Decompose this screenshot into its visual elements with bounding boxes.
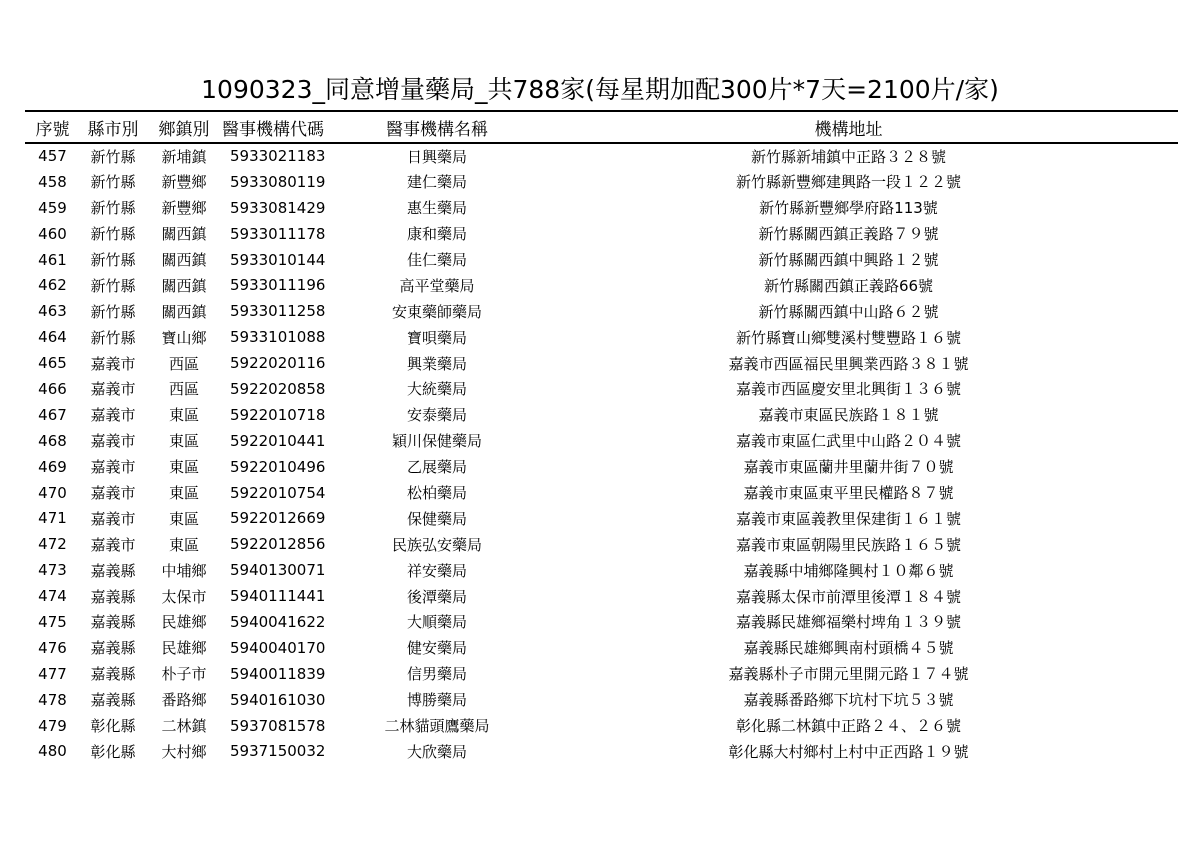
pharmacy-name-cell: 博勝藥局 — [406, 691, 467, 710]
table-body — [25, 143, 1178, 764]
address-cell: 嘉義縣朴子市開元里開元路１７４號 — [728, 665, 969, 684]
pharmacy-name-cell: 信男藥局 — [406, 665, 467, 684]
address-cell: 新竹縣新埔鎮中正路３２８號 — [750, 147, 946, 166]
seq-cell: 479 — [38, 716, 67, 735]
pharmacy-name-cell: 保健藥局 — [406, 509, 467, 528]
table-row — [25, 583, 1178, 609]
town-cell: 朴子市 — [161, 665, 207, 684]
address-cell: 嘉義市東區東平里民權路８７號 — [743, 484, 954, 503]
address-cell: 新竹縣關西鎮中興路１２號 — [758, 251, 939, 269]
town-cell: 關西鎮 — [161, 225, 207, 244]
pharmacy-name-cell: 康和藥局 — [406, 225, 467, 244]
code-cell: 5922010496 — [230, 457, 326, 476]
town-cell: 二林鎮 — [161, 717, 207, 736]
address-cell: 嘉義市西區慶安里北興街１３６號 — [735, 380, 961, 399]
code-cell: 5933080119 — [230, 172, 326, 191]
town-cell: 東區 — [168, 458, 199, 477]
seq-cell: 473 — [38, 561, 67, 580]
county-cell: 彰化縣 — [90, 717, 136, 736]
seq-cell: 464 — [38, 328, 67, 347]
county-cell: 彰化縣 — [90, 742, 136, 761]
code-cell: 5922020858 — [230, 379, 326, 398]
county-cell: 新竹縣 — [90, 147, 136, 166]
address-cell: 新竹縣寶山鄉雙溪村雙豐路１６號 — [735, 328, 961, 347]
pharmacy-name-cell: 松柏藥局 — [406, 484, 467, 503]
table-row — [25, 247, 1178, 273]
address-cell: 嘉義市東區蘭井里蘭井街７０號 — [743, 458, 954, 477]
address-cell: 彰化縣大村鄉村上村中正西路１９號 — [728, 742, 969, 761]
county-cell: 新竹縣 — [90, 225, 136, 244]
pharmacy-name-cell: 惠生藥局 — [406, 199, 467, 218]
address-cell: 嘉義縣太保市前潭里後潭１８４號 — [735, 587, 961, 606]
town-cell: 大村鄉 — [161, 742, 207, 761]
code-cell: 5940130071 — [230, 561, 326, 580]
county-cell: 嘉義市 — [90, 432, 136, 451]
seq-cell: 476 — [38, 638, 67, 657]
town-cell: 番路鄉 — [161, 691, 207, 710]
code-cell: 5937150032 — [230, 742, 326, 761]
seq-cell: 460 — [38, 224, 67, 243]
seq-cell: 471 — [38, 509, 67, 528]
town-cell: 民雄鄉 — [161, 639, 207, 658]
address-cell: 嘉義市東區仁武里中山路２０４號 — [735, 432, 961, 451]
town-cell: 太保市 — [161, 587, 207, 606]
seq-cell: 480 — [38, 742, 67, 761]
code-cell: 5922010441 — [230, 431, 326, 450]
seq-cell: 474 — [38, 587, 67, 606]
seq-cell: 461 — [38, 250, 67, 269]
pharmacy-name-cell: 安泰藥局 — [406, 406, 467, 425]
seq-cell: 470 — [38, 483, 67, 502]
address-cell: 嘉義市東區朝陽里民族路１６５號 — [735, 535, 961, 554]
town-cell: 關西鎮 — [161, 302, 207, 321]
table-row — [25, 143, 1178, 169]
header-town: 鄉鎮別 — [146, 111, 222, 143]
seq-cell: 475 — [38, 612, 67, 631]
table-row — [25, 454, 1178, 480]
pharmacy-name-cell: 興業藥局 — [406, 354, 467, 373]
pharmacy-name-cell: 高平堂藥局 — [399, 276, 475, 295]
seq-cell: 468 — [38, 431, 67, 450]
address-cell: 嘉義縣番路鄉下坑村下坑５３號 — [743, 691, 954, 710]
town-cell: 東區 — [168, 432, 199, 451]
county-cell: 新竹縣 — [90, 302, 136, 321]
town-cell: 民雄鄉 — [161, 613, 207, 632]
table-row — [25, 376, 1178, 402]
pharmacy-name-cell: 祥安藥局 — [406, 561, 467, 580]
pharmacy-name-cell: 大順藥局 — [406, 613, 467, 632]
town-cell: 東區 — [168, 535, 199, 554]
table-row — [25, 713, 1178, 739]
table-row — [25, 738, 1178, 764]
town-cell: 新埔鎮 — [161, 147, 207, 166]
table-row — [25, 324, 1178, 350]
pharmacy-name-cell: 後潭藥局 — [406, 587, 467, 606]
address-cell: 新竹縣新豐鄉建興路一段１２２號 — [735, 173, 961, 192]
header-name: 醫事機構名稱 — [355, 111, 519, 143]
address-cell: 新竹縣新豐鄉學府路113號 — [759, 199, 938, 218]
town-cell: 關西鎮 — [161, 276, 207, 295]
county-cell: 嘉義縣 — [90, 587, 136, 606]
town-cell: 西區 — [168, 380, 199, 399]
pharmacy-name-cell: 二林貓頭鷹藥局 — [384, 717, 490, 736]
town-cell: 西區 — [168, 354, 199, 373]
table-row — [25, 350, 1178, 376]
table-row — [25, 480, 1178, 506]
seq-cell: 472 — [38, 535, 67, 554]
town-cell: 東區 — [168, 509, 199, 528]
pharmacy-name-cell: 建仁藥局 — [406, 173, 467, 192]
table-row — [25, 272, 1178, 298]
pharmacy-name-cell: 乙展藥局 — [406, 458, 467, 477]
table-row — [25, 531, 1178, 557]
table-row — [25, 687, 1178, 713]
pharmacy-table — [25, 110, 1178, 764]
table-header — [25, 111, 1178, 143]
county-cell: 嘉義市 — [90, 458, 136, 477]
pharmacy-name-cell: 民族弘安藥局 — [391, 535, 482, 554]
header-row — [25, 111, 1178, 143]
seq-cell: 458 — [38, 172, 67, 191]
code-cell: 5933010144 — [230, 250, 326, 269]
table-row — [25, 195, 1178, 221]
code-cell: 5922010718 — [230, 405, 326, 424]
address-cell: 嘉義縣民雄鄉興南村頭橋４５號 — [743, 639, 954, 658]
address-cell: 嘉義市東區民族路１８１號 — [758, 406, 939, 425]
county-cell: 新竹縣 — [90, 276, 136, 295]
address-cell: 新竹縣關西鎮正義路66號 — [763, 276, 934, 295]
county-cell: 嘉義縣 — [90, 561, 136, 580]
code-cell: 5940040170 — [230, 638, 326, 657]
code-cell: 5922012856 — [230, 535, 326, 554]
header-seq: 序號 — [25, 111, 80, 143]
header-county: 縣市別 — [80, 111, 146, 143]
code-cell: 5922020116 — [230, 354, 326, 373]
header-code: 醫事機構代碼 — [222, 111, 355, 143]
county-cell: 嘉義市 — [90, 380, 136, 399]
town-cell: 關西鎮 — [161, 251, 207, 269]
seq-cell: 462 — [38, 276, 67, 295]
county-cell: 嘉義縣 — [90, 639, 136, 658]
table-row — [25, 557, 1178, 583]
table-row — [25, 221, 1178, 247]
table-row — [25, 402, 1178, 428]
seq-cell: 463 — [38, 302, 67, 321]
town-cell: 東區 — [168, 406, 199, 425]
code-cell: 5933011258 — [230, 302, 326, 321]
county-cell: 嘉義縣 — [90, 691, 136, 710]
table-row — [25, 609, 1178, 635]
pharmacy-name-cell: 健安藥局 — [406, 639, 467, 658]
code-cell: 5940041622 — [230, 612, 326, 631]
page-title: 1090323_同意增量藥局_共788家(每星期加配300片*7天=2100片/家) — [201, 75, 999, 104]
town-cell: 新豐鄉 — [161, 199, 207, 218]
address-cell: 嘉義縣中埔鄉隆興村１０鄰６號 — [743, 561, 954, 580]
table-row — [25, 505, 1178, 531]
table-row — [25, 428, 1178, 454]
address-cell: 嘉義縣民雄鄉福樂村埤角１３９號 — [735, 613, 961, 632]
seq-cell: 457 — [38, 147, 67, 166]
seq-cell: 459 — [38, 198, 67, 217]
table-row — [25, 635, 1178, 661]
pharmacy-name-cell: 穎川保健藥局 — [391, 432, 482, 451]
town-cell: 東區 — [168, 484, 199, 503]
seq-cell: 466 — [38, 379, 67, 398]
pharmacy-name-cell: 大欣藥局 — [406, 742, 467, 761]
pharmacy-name-cell: 日興藥局 — [406, 147, 467, 166]
address-cell: 新竹縣關西鎮中山路６２號 — [758, 302, 939, 321]
county-cell: 嘉義縣 — [90, 665, 136, 684]
county-cell: 嘉義縣 — [90, 613, 136, 632]
code-cell: 5937081578 — [230, 716, 326, 735]
county-cell: 新竹縣 — [90, 173, 136, 192]
seq-cell: 467 — [38, 405, 67, 424]
address-cell: 嘉義市西區福民里興業西路３８１號 — [728, 354, 969, 373]
code-cell: 5933011196 — [230, 276, 326, 295]
seq-cell: 477 — [38, 664, 67, 683]
county-cell: 新竹縣 — [90, 328, 136, 347]
town-cell: 新豐鄉 — [161, 173, 207, 192]
county-cell: 新竹縣 — [90, 251, 136, 269]
address-cell: 新竹縣關西鎮正義路７９號 — [758, 225, 939, 244]
address-cell: 嘉義市東區義教里保建街１６１號 — [735, 509, 961, 528]
town-cell: 中埔鄉 — [161, 561, 207, 580]
code-cell: 5940111441 — [230, 587, 326, 606]
table-row — [25, 169, 1178, 195]
seq-cell: 478 — [38, 690, 67, 709]
county-cell: 嘉義市 — [90, 354, 136, 373]
pharmacy-name-cell: 佳仁藥局 — [406, 251, 467, 269]
code-cell: 5933081429 — [230, 198, 326, 217]
code-cell: 5922010754 — [230, 483, 326, 502]
table-row — [25, 661, 1178, 687]
header-address: 機構地址 — [519, 111, 1178, 143]
town-cell: 寶山鄉 — [161, 328, 207, 347]
code-cell: 5933011178 — [230, 224, 326, 243]
county-cell: 新竹縣 — [90, 199, 136, 218]
code-cell: 5940161030 — [230, 690, 326, 709]
seq-cell: 465 — [38, 354, 67, 373]
pharmacy-name-cell: 安東藥師藥局 — [391, 302, 482, 321]
address-cell: 彰化縣二林鎮中正路２４、２６號 — [735, 717, 961, 736]
county-cell: 嘉義市 — [90, 484, 136, 503]
code-cell: 5933021183 — [230, 147, 326, 166]
county-cell: 嘉義市 — [90, 535, 136, 554]
code-cell: 5922012669 — [230, 509, 326, 528]
table-row — [25, 298, 1178, 324]
code-cell: 5940011839 — [230, 664, 326, 683]
seq-cell: 469 — [38, 457, 67, 476]
county-cell: 嘉義市 — [90, 406, 136, 425]
county-cell: 嘉義市 — [90, 509, 136, 528]
code-cell: 5933101088 — [230, 328, 326, 347]
pharmacy-name-cell: 大統藥局 — [406, 380, 467, 399]
pharmacy-name-cell: 寶唄藥局 — [406, 328, 467, 347]
